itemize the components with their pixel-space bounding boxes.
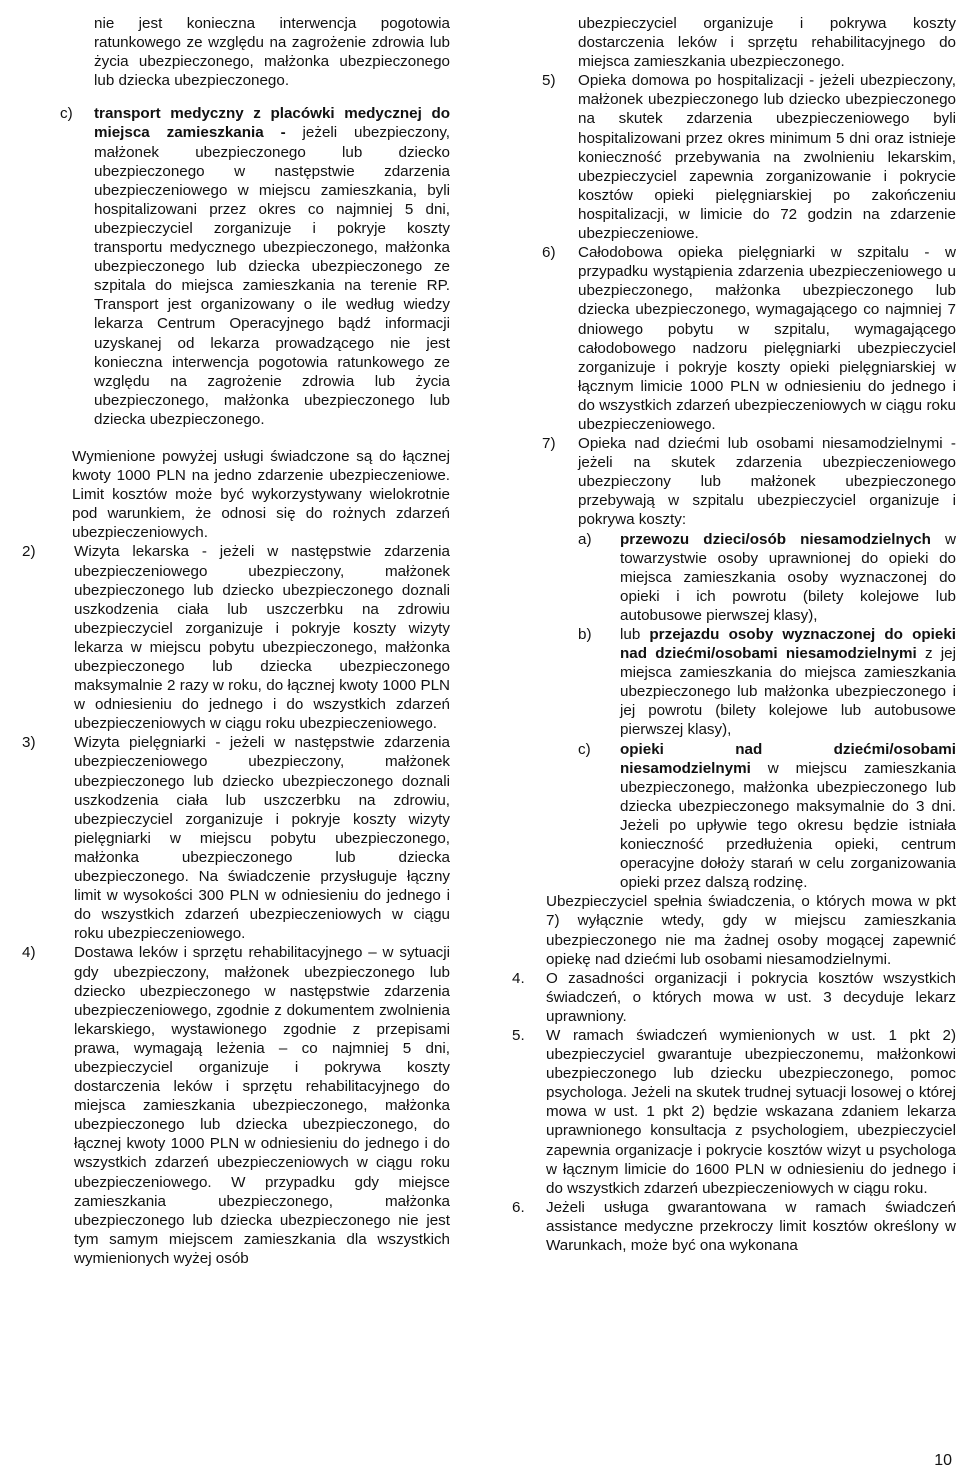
list-marker: c) [578, 740, 591, 758]
list-marker: c) [60, 105, 73, 123]
list-item-text: jeżeli ubezpieczony, małżonek ubezpieczonego lub dziecko ubezpieczonego w następstwie zdarzenia ubezpieczeniowego w miejscu zamieszkania, byli hospitalizowani przez okres co najmniej 5 dni, ubezpieczyciel zorganizuje i pokryje koszty transportu medycznego ubezpieczonego, małżonka ubezpieczonego lub dziecka ubezpieczonego ze szpitala do miejsca zamieszkania na terenie RP. Transport jest organizowany o ile według wiedzy lekarza Centrum Operacyjnego bądź informacji uzyskanej od lekarza prowadzącego nie jest konieczna interwencja pogotowia ratunkowego ze względu na zagrożenie zdrowia lub życia ubezpieczonego, małżonka ubezpieczonego lub dziecka ubezpieczonego. [94, 124, 450, 428]
list-marker: 3) [22, 734, 36, 752]
section-item-4 [512, 969, 956, 1026]
continuation-paragraph: ubezpieczyciel organizuje i pokrywa koszty dostarczenia leków i sprzętu rehabilitacyjnego do miejsca zamieszkania ubezpieczonego. [578, 15, 956, 71]
list-item-7-child-care [512, 434, 956, 529]
summary-paragraph: Wymienione powyżej usługi świadczone są do łącznej kwoty 1000 PLN na jedno zdarzenie ubezpieczeniowe. Limit kosztów może być wykorzystywany wielokrotnie pod warunkiem, że odnosi się do rożnych zdarzeń ubezpieczeniowych. [72, 447, 450, 542]
list-item-c-medical-transport [18, 104, 450, 429]
list-item-6-nurse-care [512, 243, 956, 434]
continuation-paragraph: nie jest konieczna interwencja pogotowia ratunkowego ze względu na zagrożenie zdrowia lub życia ubezpieczonego, małżonka ubezpieczonego lub dziecka ubezpieczonego. [94, 15, 450, 90]
list-item-text: Wizyta pielęgniarki - jeżeli w następstwie zdarzenia ubezpieczeniowego ubezpieczony, małżonek ubezpieczonego lub dziecko ubezpieczonego doznali uszkodzenia ciała lub uszczerbku na zdrowiu, ubezpieczyciel zorganizuje i pokryje koszty wizyty pielęgniarki w miejscu pobytu ubezpieczonego, małżonka ubezpieczonego lub dziecka ubezpieczonego. Na świadczenie przysługuje łączny limit w wysokości 300 PLN w odniesieniu do jednego i do wszystkich zdarzeń ubezpieczeniowych w ciągu roku ubezpieczeniowego. [74, 734, 450, 943]
list-item-text: O zasadności organizacji i pokrycia kosztów wszystkich świadczeń, o których mowa w ust. 3 decyduje lekarz uprawniony. [546, 969, 956, 1025]
list-item-4-medicine-delivery [18, 943, 450, 1268]
list-marker: b) [578, 626, 592, 643]
list-item-bold: transport medyczny z placówki medycznej do miejsca zamieszkania - [94, 105, 450, 142]
list-item-text: Dostawa leków i sprzętu rehabilitacyjnego – w sytuacji gdy ubezpieczony, małżonek ubezpieczonego lub dziecko ubezpieczonego w następstwie zdarzenia ubezpieczeniowego, zgodnie z dokumentem zwolnienia lekarskiego, wystawionego zgodnie z przepisami prawa, wymagają leżenia – co najmniej 5 dni, ubezpieczyciel organizuje i pokrywa koszty dostarczenia leków i sprzętu rehabilitacyjnego do miejsca zamieszkania ubezpieczonego, małżonka ubezpieczonego lub dziecka ubezpieczonego, do łącznej kwoty 1000 PLN w odniesieniu do jednego i do wszystkich zdarzeń ubezpieczeniowych w ciągu roku ubezpieczeniowego. W przypadku gdy miejsce zamieszkania ubezpieczonego, małżonka ubezpieczonego lub dziecka ubezpieczonego nie jest tym samym miejscem zamieszkania dla wszystkich wymienionych wyżej osób [74, 944, 450, 1267]
list-marker: a) [578, 530, 592, 548]
right-column [512, 14, 956, 1255]
sub-item-bold: przewozu dzieci/osób niesamodzielnych [620, 530, 931, 548]
note-paragraph: Ubezpieczyciel spełnia świadczenia, o których mowa w pkt 7) wyłącznie wtedy, gdy w miejscu zamieszkania ubezpieczonego nie ma żadnej osoby mogącej zapewnić opiekę nad dziećmi lub osobami niesamodzielnymi. [546, 893, 956, 968]
list-marker: 7) [542, 435, 556, 453]
section-item-5 [512, 1026, 956, 1198]
sub-item-c [512, 740, 956, 893]
list-item-text: Wizyta lekarska - jeżeli w następstwie zdarzenia ubezpieczeniowego ubezpieczony, małżonek ubezpieczonego lub dziecko ubezpieczonego doznali uszkodzenia ciała lub uszczerbku na zdrowiu ubezpieczyciel zorganizuje i pokryje koszty wizyty lekarza w miejscu pobytu ubezpieczonego, małżonka ubezpieczonego lub dziecka ubezpieczonego maksymalnie 2 razy w roku, do łącznej kwoty 1000 PLN w odniesieniu do jednego i do wszystkich zdarzeń ubezpieczeniowych w ciągu roku ubezpieczeniowego. [74, 543, 450, 733]
list-item-text: Jeżeli usługa gwarantowana w ramach świadczeń assistance medyczne przekroczy limit kosztów określony w Warunkach, może być ona wykonana [546, 1198, 956, 1254]
sub-item-bold: przejazdu osoby wyznaczonej do opieki nad dziećmi/osobami niesamodzielnymi [620, 626, 956, 663]
list-marker: 5. [512, 1026, 525, 1044]
sub-item-text: w towarzystwie osoby uprawnionej do opieki do miejsca zamieszkania osoby wyznaczonej do opieki i ich powrotu (bilety kolejowe lub autobusowe pierwszej klasy), [620, 530, 956, 624]
list-item-5-home-care [512, 71, 956, 243]
page-number: 10 [934, 1452, 952, 1469]
sub-item-pre: lub [620, 626, 650, 643]
left-column [18, 14, 450, 1268]
list-marker: 6) [542, 244, 556, 262]
list-item-text: Opieka nad dziećmi lub osobami niesamodzielnymi - jeżeli na skutek zdarzenia ubezpieczeniowego ubezpieczony lub małżonek ubezpieczonego przebywają w szpitalu ubezpieczyciel organizuje i pokrywa koszty: [578, 435, 956, 529]
list-item-text: Opieka domowa po hospitalizacji - jeżeli ubezpieczony, małżonek ubezpieczonego lub dziecko ubezpieczonego na skutek zdarzenia ubezpieczeniowego byli hospitalizowani przez okres minimum 5 dni oraz istnieje konieczność przebywania na zwolnieniu lekarskim, ubezpieczyciel zapewnia zorganizowanie i pokrycie kosztów opieki pielęgniarskiej po zakończeniu hospitalizacji, w limicie do 72 godzin na zdarzenie ubezpieczeniowe. [578, 72, 956, 243]
sub-item-text: z jej miejsca zamieszkania do miejsca zamieszkania ubezpieczonego lub małżonka ubezpieczonego i jej powrotu (bilety kolejowe lub autobusowe pierwszej klasy), [620, 645, 956, 739]
section-item-6 [512, 1198, 956, 1255]
sub-item-text: w miejscu zamieszkania ubezpieczonego, małżonka ubezpieczonego lub dziecka ubezpieczonego maksymalnie do 3 dni. Jeżeli po upływie tego okresu będzie istniała konieczność przedłużenia opieki, centrum operacyjne dołoży starań w celu zorganizowania opieki przez dalszą rodzinę. [620, 759, 956, 892]
list-marker: 2) [22, 543, 36, 561]
list-marker: 4) [22, 944, 36, 962]
sub-item-bold: opieki nad dziećmi/osobami niesamodzielnymi [620, 740, 956, 777]
list-item-2-doctor-visit [18, 542, 450, 733]
list-marker: 5) [542, 72, 556, 90]
list-marker: 4. [512, 969, 525, 987]
list-item-text: W ramach świadczeń wymienionych w ust. 1 pkt 2) ubezpieczyciel gwarantuje ubezpieczonemu, małżonkowi ubezpieczonego lub dziecku ubezpieczonego, pomoc psychologa. Jeżeli na skutek trudnej sytuacji losowej o której mowa w ust. 1 pkt 2) będzie wskazana zdaniem lekarza uprawnionego konsultacja z psychologiem, ubezpieczyciel zapewnia organizacje i pokrycie kosztów wizyt u psychologa w łącznym limicie do 1600 PLN w odniesieniu do jednego i do wszystkich zdarzeń ubezpieczeniowych w ciągu roku. [546, 1026, 956, 1197]
list-marker: 6. [512, 1198, 525, 1216]
list-item-3-nurse-visit [18, 733, 450, 943]
sub-item-b [512, 625, 956, 740]
sub-item-a [512, 530, 956, 625]
list-item-text: Całodobowa opieka pielęgniarki w szpitalu - w przypadku wystąpienia zdarzenia ubezpieczeniowego u ubezpieczonego, małżonka ubezpieczonego lub dziecka ubezpieczonego, wymagającego co najmniej 7 dniowego pobytu w szpitalu, wymagającego całodobowego nadzoru pielęgniarki ubezpieczyciel zorganizuje i pokryje koszty opieki pielęgniarskiej w łącznym limicie 1000 PLN w odniesieniu do jednego i do wszystkich zdarzeń ubezpieczeniowych w ciągu roku ubezpieczeniowego. [578, 244, 956, 433]
